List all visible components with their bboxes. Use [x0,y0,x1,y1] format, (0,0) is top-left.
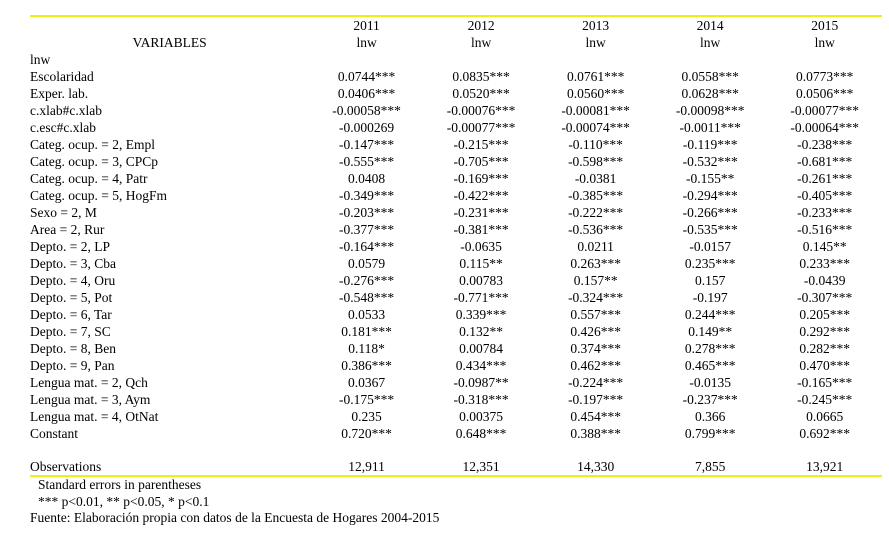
depvar-header: lnw [356,35,377,50]
coefficient-row [30,153,882,170]
coefficient-value: -0.0635 [460,239,502,254]
observations-value: 7,855 [653,458,768,476]
coefficient-value: -0.598*** [568,154,624,169]
coefficient-value: -0.0135 [689,375,731,390]
coefficient-value: -0.00064*** [790,120,860,135]
coefficient-value: 0.00783 [459,273,504,288]
coefficient-value: 0.0773*** [796,69,854,84]
coefficient-value: 0.648*** [455,426,507,441]
variable-label: Lengua mat. = 2, Qch [30,375,148,390]
coefficient-value: -0.266*** [682,205,738,220]
variable-label: Depto. = 7, SC [30,324,111,339]
coefficient-value: 0.205*** [799,307,851,322]
coefficient-row [30,289,882,306]
coefficient-value: -0.535*** [682,222,738,237]
coefficient-value: -0.0439 [803,273,846,288]
coefficient-row [30,374,882,391]
coefficient-value: -0.245*** [797,392,853,407]
coefficient-row [30,119,882,136]
variable-label: Depto. = 4, Oru [30,273,116,288]
coefficient-row [30,306,882,323]
variable-label: Area = 2, Rur [30,222,105,237]
coefficient-value: -0.377*** [339,222,395,237]
coefficient-value: -0.165*** [797,375,853,390]
coefficient-value: -0.385*** [568,188,624,203]
coefficient-value: 0.233*** [799,256,851,271]
coefficient-row [30,323,882,340]
coefficient-row [30,255,882,272]
coefficient-row [30,272,882,289]
coefficient-value: -0.169*** [453,171,509,186]
coefficient-value: -0.318*** [453,392,509,407]
coefficient-value: -0.555*** [339,154,395,169]
coefficient-value: 0.0558*** [681,69,739,84]
coefficient-value: -0.00074*** [561,120,630,135]
coefficient-value: 0.0367 [348,375,386,390]
coefficient-value: 0.263*** [570,256,621,271]
coefficient-value: 0.465*** [684,358,736,373]
coefficient-value: -0.381*** [453,222,509,237]
observations-label: Observations [30,458,309,476]
coefficient-value: 0.0406*** [337,86,396,101]
coefficient-value: -0.110*** [568,137,623,152]
coefficient-value: -0.147*** [339,137,395,152]
coefficient-value: -0.00077*** [790,103,860,118]
table-body [30,51,882,442]
coefficient-row [30,102,882,119]
coefficient-value: -0.00098*** [675,103,745,118]
coefficient-value: -0.405*** [797,188,853,203]
note-significance-levels: *** p<0.01, ** p<0.05, * p<0.1 [38,493,210,509]
table-notes [30,477,882,527]
coefficient-row [30,85,882,102]
coefficient-row [30,340,882,357]
coefficient-value: -0.00076*** [446,103,516,118]
coefficient-value: -0.00077*** [446,120,516,135]
coefficient-value: -0.233*** [797,205,853,220]
coefficient-value: 0.0579 [348,256,386,271]
coefficient-value: 0.0506*** [796,86,854,101]
coefficient-value: -0.00058*** [332,103,401,118]
coefficient-value: 0.0835*** [452,69,510,84]
coefficient-value: 0.00784 [459,341,504,356]
coefficient-value: -0.175*** [339,392,395,407]
coefficient-value: 0.366 [694,409,726,424]
coefficient-value: -0.276*** [339,273,395,288]
coefficient-value: -0.237*** [682,392,738,407]
coefficient-value: -0.771*** [453,290,509,305]
coefficient-value [653,51,768,68]
coefficient-row [30,51,882,68]
column-header-year: 2011 [353,18,380,33]
variable-label: Lengua mat. = 3, Aym [30,392,151,407]
coefficient-value: -0.231*** [453,205,509,220]
coefficient-value: 0.388*** [570,426,621,441]
column-header-year: 2015 [811,18,839,33]
coefficient-value: 0.454*** [570,409,621,424]
column-header-year: 2012 [467,18,495,33]
coefficient-value: 0.0744*** [337,69,396,84]
variables-header: VARIABLES [132,35,207,50]
coefficient-value: 0.462*** [570,358,621,373]
depvar-header: lnw [814,35,835,50]
coefficient-value: 0.0560*** [566,86,625,101]
coefficient-value: -0.516*** [797,222,853,237]
coefficient-row [30,391,882,408]
coefficient-value: 0.132** [459,324,504,339]
coefficient-value: 0.386*** [341,358,392,373]
coefficient-row [30,204,882,221]
coefficient-value: -0.0011*** [679,120,741,135]
coefficient-value: -0.536*** [568,222,624,237]
observations-value: 14,330 [538,458,653,476]
variable-label: Lengua mat. = 4, OtNat [30,409,159,424]
coefficient-value: 0.692*** [799,426,851,441]
variable-label: Categ. ocup. = 2, Empl [30,137,155,152]
depvar-header: lnw [585,35,606,50]
coefficient-value: -0.00081*** [561,103,630,118]
header-row-years [30,16,882,34]
coefficient-value: -0.203*** [339,205,395,220]
coefficient-value: -0.224*** [568,375,624,390]
coefficient-value: 0.0408 [348,171,386,186]
coefficient-row [30,357,882,374]
header-row-depvar [30,34,882,51]
variable-label: Depto. = 3, Cba [30,256,116,271]
depvar-header: lnw [470,35,492,50]
variable-label: c.esc#c.xlab [30,120,96,135]
coefficient-row [30,170,882,187]
coefficient-value [767,51,882,68]
variable-label: Categ. ocup. = 4, Patr [30,171,148,186]
coefficient-value: -0.681*** [797,154,853,169]
coefficient-value: 0.145** [802,239,847,254]
coefficient-value: -0.324*** [568,290,624,305]
variable-label: lnw [30,52,51,67]
coefficient-value: -0.164*** [339,239,395,254]
depvar-header: lnw [700,35,721,50]
observations-value: 13,921 [767,458,882,476]
coefficient-value: -0.155** [685,171,735,186]
coefficient-row [30,221,882,238]
coefficient-value: 0.0628*** [681,86,739,101]
note-standard-errors: Standard errors in parentheses [38,477,202,492]
variable-label: Escolaridad [30,69,94,84]
coefficient-value: 0.00375 [459,409,504,424]
coefficient-value: 0.0761*** [566,69,625,84]
coefficient-value: -0.197 [692,290,728,305]
coefficient-value: -0.197*** [568,392,624,407]
variable-label: Exper. lab. [30,86,89,101]
coefficient-value: 0.0211 [577,239,614,254]
spacer-row [30,442,882,458]
coefficient-value: 0.157 [694,273,726,288]
variable-label: Depto. = 8, Ben [30,341,116,356]
variable-label: Categ. ocup. = 5, HogFm [30,188,167,203]
coefficient-value: -0.422*** [453,188,509,203]
coefficient-value: -0.238*** [797,137,853,152]
spacer-cell [30,442,882,458]
coefficient-value: -0.307*** [797,290,853,305]
variable-label: Sexo = 2, M [30,205,97,220]
coefficient-value [424,51,539,68]
coefficient-value: -0.705*** [453,154,509,169]
coefficient-value: -0.0381 [574,171,617,186]
coefficient-value: 0.0520*** [452,86,510,101]
source-citation: Fuente: Elaboración propia con datos de la Encuesta de Hogares 2004-2015 [30,510,440,525]
header-empty-cell [30,16,309,34]
coefficient-value: 0.434*** [455,358,507,373]
coefficient-value: -0.548*** [339,290,395,305]
coefficient-value: 0.235*** [684,256,736,271]
coefficient-value: -0.0987** [453,375,509,390]
coefficient-row [30,238,882,255]
coefficient-value: -0.0157 [689,239,731,254]
observations-value: 12,911 [309,458,424,476]
coefficient-value: 0.244*** [684,307,736,322]
coefficient-value: -0.349*** [339,188,395,203]
coefficient-value [538,51,653,68]
variable-label: Categ. ocup. = 3, CPCp [30,154,158,169]
coefficient-row [30,136,882,153]
coefficient-value: 0.282*** [799,341,851,356]
coefficient-value [309,51,424,68]
coefficient-value: 0.720*** [341,426,392,441]
coefficient-value: 0.181*** [341,324,392,339]
coefficient-value: 0.235 [351,409,382,424]
variable-label: Depto. = 2, LP [30,239,110,254]
coefficient-value: -0.119*** [682,137,738,152]
coefficient-value: 0.115** [459,256,503,271]
coefficient-value: -0.000269 [339,120,395,135]
coefficient-value: 0.339*** [455,307,507,322]
coefficient-row [30,408,882,425]
variable-label: c.xlab#c.xlab [30,103,102,118]
observations-row [30,458,882,476]
coefficient-value: -0.261*** [797,171,853,186]
coefficient-value: 0.470*** [799,358,851,373]
coefficient-value: 0.0665 [806,409,844,424]
coefficient-value: 0.0533 [348,307,386,322]
coefficient-value: -0.215*** [453,137,509,152]
coefficient-value: 0.157** [573,273,618,288]
coefficient-row [30,425,882,442]
coefficient-value: 0.557*** [570,307,621,322]
variable-label: Constant [30,426,79,441]
regression-table [30,15,882,477]
coefficient-value: 0.799*** [684,426,736,441]
column-header-year: 2013 [582,18,610,33]
coefficient-value: -0.222*** [568,205,624,220]
coefficient-value: 0.426*** [570,324,621,339]
coefficient-row [30,68,882,85]
variable-label: Depto. = 5, Pot [30,290,113,305]
coefficient-value: -0.294*** [682,188,738,203]
variable-label: Depto. = 9, Pan [30,358,115,373]
table-footer-rows [30,442,882,476]
coefficient-value: -0.532*** [682,154,738,169]
coefficient-row [30,187,882,204]
coefficient-value: 0.118* [348,341,385,356]
coefficient-value: 0.278*** [684,341,736,356]
coefficient-value: 0.374*** [570,341,621,356]
column-header-year: 2014 [696,18,724,33]
coefficient-value: 0.149** [688,324,733,339]
observations-value: 12,351 [424,458,539,476]
coefficient-value: 0.292*** [799,324,851,339]
table-header [30,16,882,51]
variable-label: Depto. = 6, Tar [30,307,112,322]
